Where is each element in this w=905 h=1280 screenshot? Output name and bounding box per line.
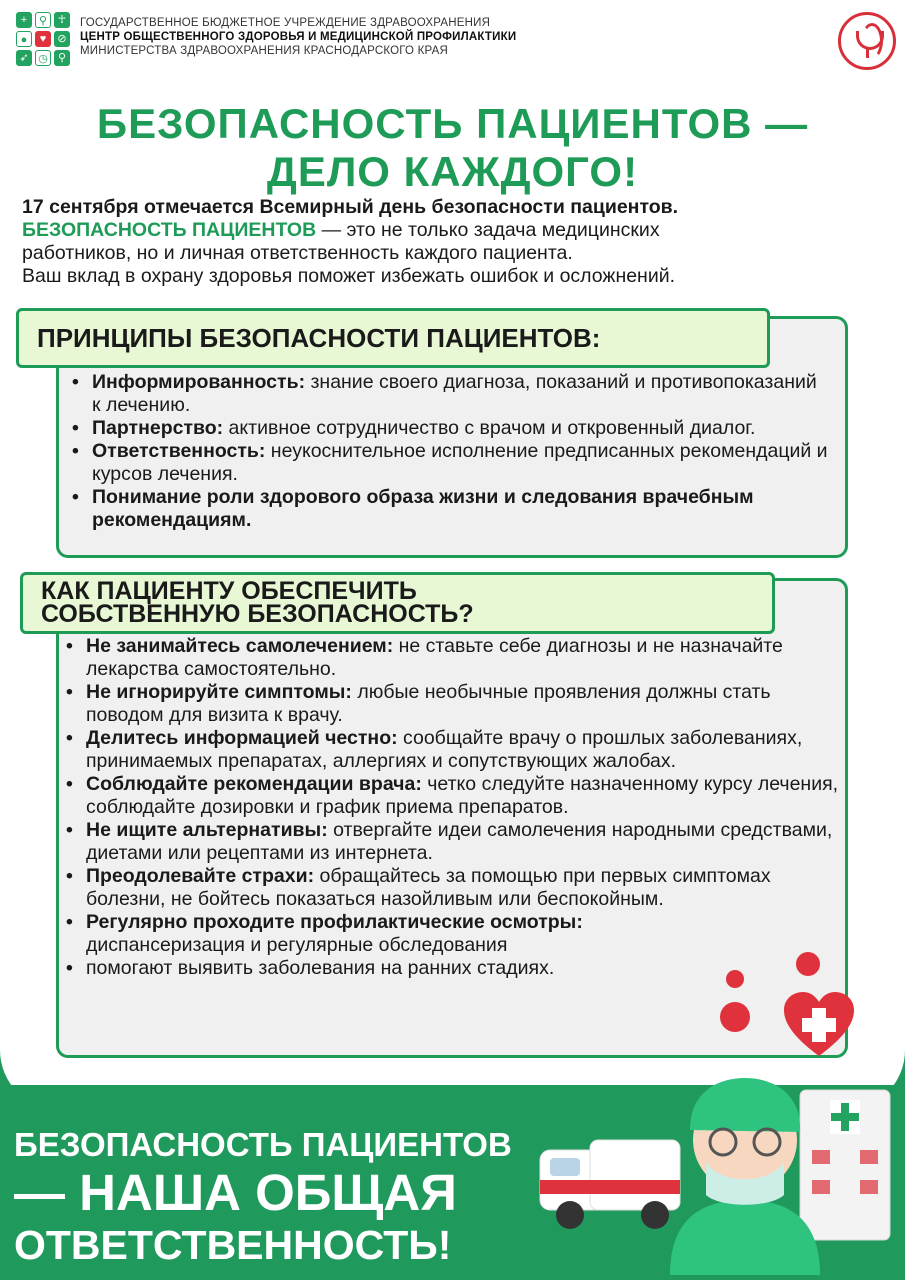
- intro-line-2: [22, 219, 892, 242]
- item-term: Регулярно проходите профилактические осмотры:: [86, 911, 583, 933]
- intro-line-2-rest: — это не только задача медицинских: [316, 219, 660, 241]
- no-smoking-icon: ⊘: [54, 31, 70, 47]
- intro-line-3: работников, но и личная ответственность каждого пациента.: [22, 242, 573, 264]
- list-item: [64, 773, 844, 819]
- item-text: знание своего диагноза, показаний и противопоказаний к лечению.: [92, 371, 817, 416]
- item-text: отвергайте идеи самолечения народными средствами, диетами или рецептами из интернета.: [86, 819, 833, 864]
- organization-name: [80, 16, 516, 58]
- plus-icon: +: [16, 12, 32, 28]
- howto-list: [64, 635, 844, 980]
- header: [16, 12, 616, 64]
- list-item: [70, 371, 830, 417]
- doctor-ambulance-hospital-illustration: [530, 1070, 900, 1275]
- item-term: Ответственность:: [92, 440, 266, 462]
- virus-icon: [720, 1002, 750, 1032]
- item-term: Информированность:: [92, 371, 306, 393]
- item-text: сообщайте врачу о прошлых заболеваниях, принимаемых препаратах, аллергиях и сопутствующих жалобах.: [86, 727, 803, 772]
- bicycle-icon: ⚲: [35, 12, 51, 28]
- center-logo: [16, 12, 72, 64]
- item-text: обращайтесь за помощью при первых симптомах болезни, не бойтесь показаться назойливым или беспокойным.: [86, 865, 771, 910]
- list-item: [64, 865, 844, 911]
- item-term: Не ищите альтернативы:: [86, 819, 328, 841]
- item-text: неукоснительное исполнение предписанных рекомендаций и курсов лечения.: [92, 440, 828, 485]
- item-term: Партнерство:: [92, 417, 224, 439]
- figure-icon: ☥: [54, 12, 70, 28]
- item-term: Соблюдайте рекомендации врача:: [86, 773, 422, 795]
- bowl-stem: [866, 48, 869, 58]
- closing-slogan: [14, 1125, 534, 1269]
- list-item: [64, 727, 844, 773]
- doctor-figure: [670, 1078, 820, 1275]
- apple-icon: ●: [16, 31, 32, 47]
- intro-highlight: БЕЗОПАСНОСТЬ ПАЦИЕНТОВ: [22, 219, 317, 241]
- intro-text: [22, 196, 892, 288]
- list-item: [64, 681, 844, 727]
- closing-line-3: ОТВЕТСТВЕННОСТЬ!: [14, 1222, 452, 1268]
- page-title: [0, 100, 905, 196]
- item-term: Не занимайтесь самолечением:: [86, 635, 394, 657]
- closing-line-2: — НАША ОБЩАЯ: [14, 1164, 457, 1221]
- list-item: [64, 819, 844, 865]
- list-item: [64, 911, 844, 957]
- virus-icon: [796, 952, 820, 976]
- item-text: четко следуйте назначенному курсу лечения, соблюдайте дозировки и график приема препаратов.: [86, 773, 839, 818]
- ministry-emblem: [838, 12, 896, 70]
- org-line-3: МИНИСТЕРСТВА ЗДРАВООХРАНЕНИЯ КРАСНОДАРСКОГО КРАЯ: [80, 45, 448, 57]
- hospital-building: [800, 1090, 890, 1240]
- item-text: диспансеризация и регулярные обследования: [86, 934, 508, 956]
- magnifier-icon: ⚲: [54, 50, 70, 66]
- howto-heading-line-1: КАК ПАЦИЕНТУ ОБЕСПЕЧИТЬ: [41, 577, 417, 605]
- heart-plus-icon: [782, 990, 856, 1058]
- org-line-2: ЦЕНТР ОБЩЕСТВЕННОГО ЗДОРОВЬЯ И МЕДИЦИНСКОЙ ПРОФИЛАКТИКИ: [80, 31, 517, 43]
- howto-heading-line-2: СОБСТВЕННУЮ БЕЗОПАСНОСТЬ?: [41, 600, 474, 628]
- title-line-1: БЕЗОПАСНОСТЬ ПАЦИЕНТОВ —: [96, 100, 809, 147]
- intro-line-4: Ваш вклад в охрану здоровья поможет избежать ошибок и осложнений.: [22, 265, 676, 287]
- item-text: не ставьте себе диагнозы и не назначайте лекарства самостоятельно.: [86, 635, 783, 680]
- ambulance: [540, 1140, 680, 1229]
- item-text: любые необычные проявления должны стать поводом для визита к врачу.: [86, 681, 771, 726]
- clock-icon: ◷: [35, 50, 51, 66]
- item-term: Преодолевайте страхи:: [86, 865, 315, 887]
- list-item: [70, 417, 830, 440]
- item-text: активное сотрудничество с врачом и откровенный диалог.: [223, 417, 756, 439]
- runner-icon: ➶: [16, 50, 32, 66]
- virus-icon: [726, 970, 744, 988]
- principles-list: [70, 371, 830, 532]
- item-term: Делитесь информацией честно:: [86, 727, 398, 749]
- intro-line-1: 17 сентября отмечается Всемирный день безопасности пациентов.: [22, 196, 679, 218]
- title-line-2: ДЕЛО КАЖДОГО!: [266, 148, 639, 195]
- list-item: [70, 440, 830, 486]
- closing-line-1: БЕЗОПАСНОСТЬ ПАЦИЕНТОВ: [14, 1126, 512, 1163]
- howto-heading: [20, 572, 775, 634]
- principles-heading: ПРИНЦИПЫ БЕЗОПАСНОСТИ ПАЦИЕНТОВ:: [16, 308, 770, 368]
- heart-monitor-icon: ♥: [35, 31, 51, 47]
- item-term: Понимание роли здорового образа жизни и следования врачебным рекомендациям.: [92, 486, 754, 531]
- list-item: [64, 635, 844, 681]
- item-term: Не игнорируйте симптомы:: [86, 681, 352, 703]
- item-text: помогают выявить заболевания на ранних стадиях.: [86, 957, 555, 979]
- org-line-1: ГОСУДАРСТВЕННОЕ БЮДЖЕТНОЕ УЧРЕЖДЕНИЕ ЗДРАВООХРАНЕНИЯ: [80, 17, 491, 29]
- list-item: [70, 486, 830, 532]
